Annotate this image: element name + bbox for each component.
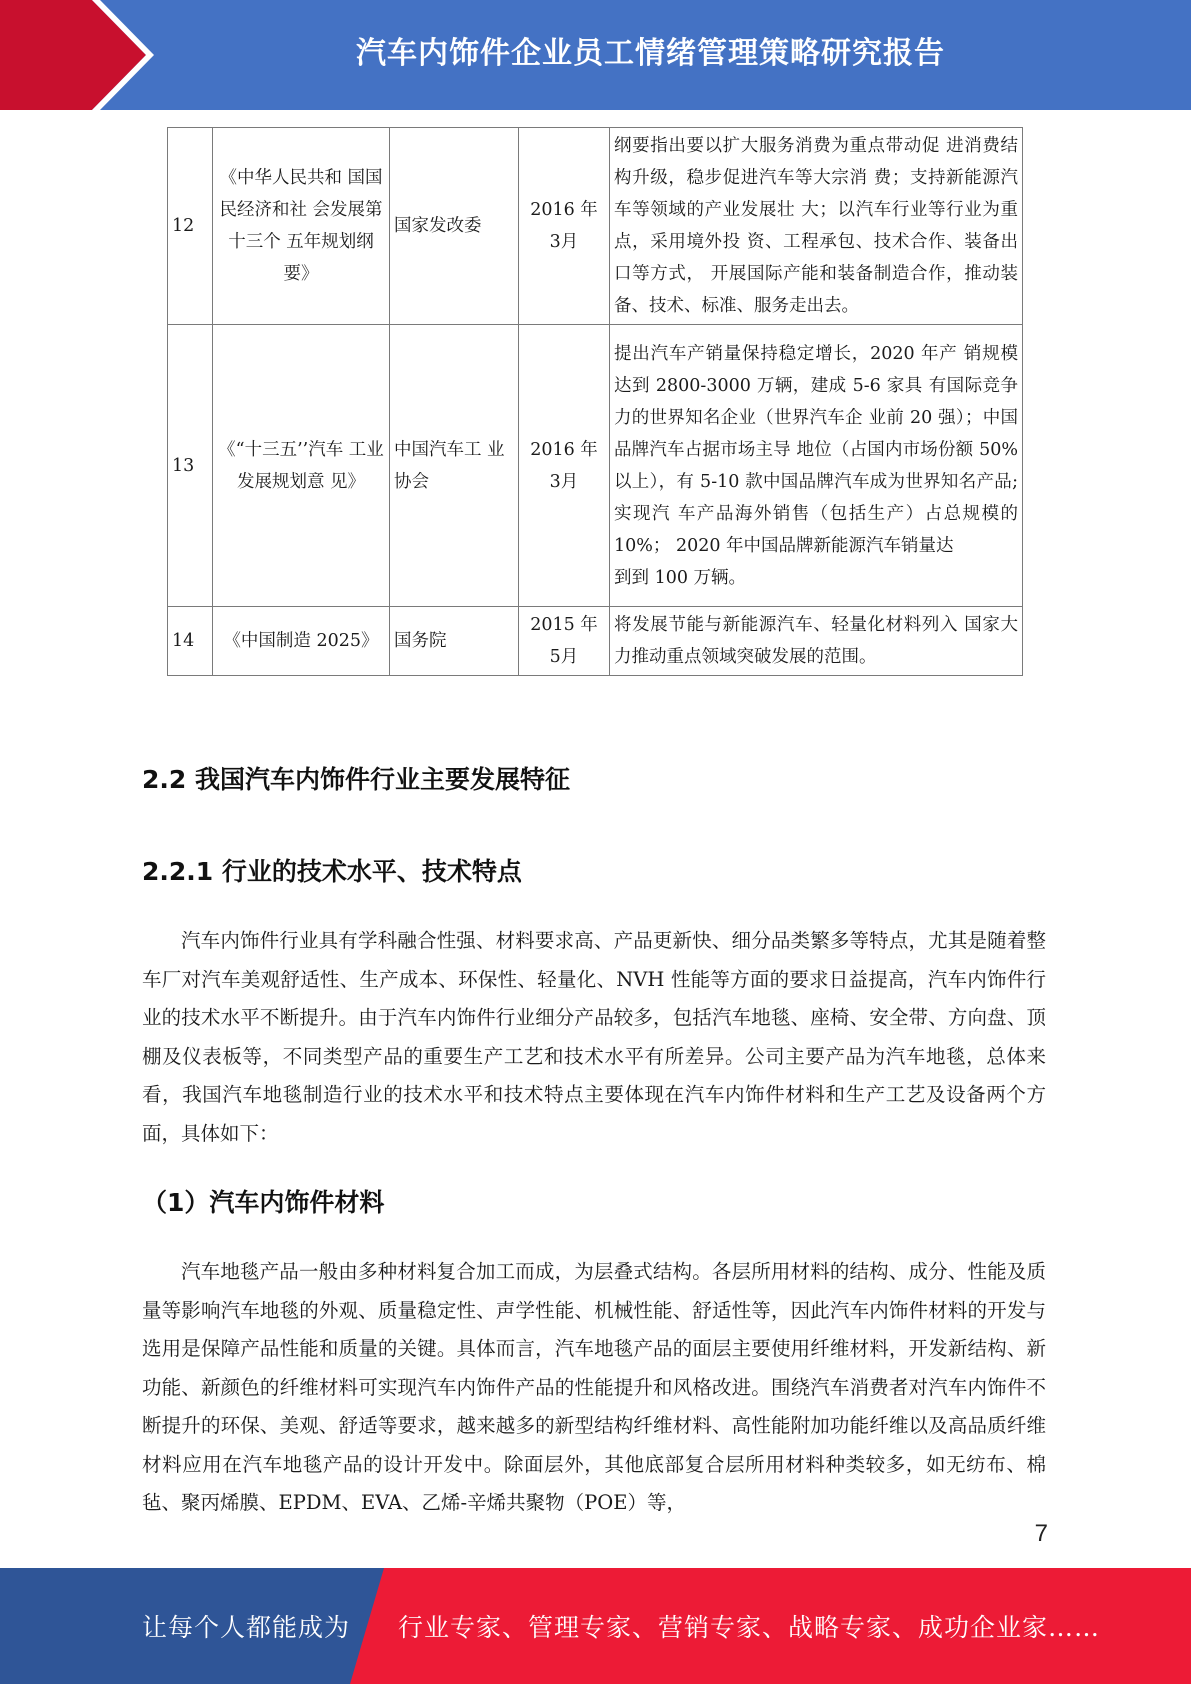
footer-slogan-right: 行业专家、管理专家、营销专家、战略专家、成功企业家…… [398,1613,1101,1642]
table-row [168,607,1023,676]
issuer: 中国汽车工 业协会 [390,325,519,607]
policy-content: 纲要指出要以扩大服务消费为重点带动促 进消费结构升级，稳步促进汽车等大宗消 费；支持新能源汽车等领域的产业发展壮 大；以汽车行业等行业为重点，采用境外投 资、工程承包、技术合作、装备出口等方式， 开展国际产能和装备制造合作，推动装备、技术、标准、服务走出去。 [610,128,1023,325]
page-footer [0,1568,1191,1684]
footer-slogan-left: 让每个人都能成为 [142,1613,351,1642]
page-number: 7 [1034,1520,1048,1547]
row-number: 13 [168,325,213,607]
policy-content: 将发展节能与新能源汽车、轻量化材料列入 国家大力推动重点领域突破发展的范围。 [610,607,1023,676]
issuer: 国务院 [390,607,519,676]
page-header [0,0,1191,110]
table-row [168,325,1023,607]
body-paragraph: 汽车内饰件行业具有学科融合性强、材料要求高、产品更新快、细分品类繁多等特点，尤其是随着整车厂对汽车美观舒适性、生产成本、环保性、轻量化、NVH 性能等方面的要求日益提高，汽车内饰件行业的技术水平不断提升。由于汽车内饰件行业细分产品较多，包括汽车地毯、座椅、安全带、方向盘、顶棚及仪表板等，不同类型产品的重要生产工艺和技术水平有所差异。公司主要产品为汽车地毯，总体来看，我国汽车地毯制造行业的技术水平和技术特点主要体现在汽车内饰件材料和生产工艺及设备两个方面，具体如下： [142,929,1046,1145]
policy-content [610,325,1023,607]
policy-content-main: 提出汽车产销量保持稳定增长，2020 年产 销规模达到 2800-3000 万辆，建成 5-6 家具 有国际竞争力的世界知名企业（世界汽车企 业前 20 强）；中国品牌汽车占据市场主导 地位（占国内市场份额 50%以上），有 5-10 款中国品牌汽车成为世界知名产品; 实现汽 车产品海外销售（包括生产）占总规模的 10%； 2020 年中国品牌新能源汽车销量达 [614,343,1018,556]
row-number: 14 [168,607,213,676]
row-number: 12 [168,128,213,325]
body-paragraph: 汽车地毯产品一般由多种材料复合加工而成，为层叠式结构。各层所用材料的结构、成分、性能及质量等影响汽车地毯的外观、质量稳定性、声学性能、机械性能、舒适性等，因此汽车内饰件材料的开发与选用是保障产品性能和质量的关键。具体而言，汽车地毯产品的面层主要使用纤维材料，开发新结构、新功能、新颜色的纤维材料可实现汽车内饰件产品的性能提升和风格改进。围绕汽车消费者对汽车内饰件不断提升的环保、美观、舒适等要求，越来越多的新型结构纤维材料、高性能附加功能纤维以及高品质纤维材料应用在汽车地毯产品的设计开发中。除面层外，其他底部复合层所用材料种类较多，如无纺布、棉毡、聚丙烯膜、EPDM、EVA、乙烯-辛烯共聚物（POE）等， [142,1260,1046,1514]
document-name: 《中华人民共和 国国民经济和社 会发展第十三个 五年规划纲要》 [213,128,390,325]
policy-table [167,127,1023,676]
issuer: 国家发改委 [390,128,519,325]
document-name: 《中国制造 2025》 [213,607,390,676]
document-name: 《“十三五’’汽车 工业发展规划意 见》 [213,325,390,607]
issue-date: 2016 年 3月 [519,325,610,607]
sub-subsection-heading: （1）汽车内饰件材料 [142,1188,385,1217]
subsection-heading: 2.2.1 行业的技术水平、技术特点 [142,857,522,886]
issue-date: 2015 年 5月 [519,607,610,676]
header-title: 汽车内饰件企业员工情绪管理策略研究报告 [356,36,945,71]
section-heading: 2.2 我国汽车内饰件行业主要发展特征 [142,765,570,794]
table-row [168,128,1023,325]
issue-date: 2016 年 3月 [519,128,610,325]
policy-content-tail: 到到 100 万辆。 [614,567,747,588]
